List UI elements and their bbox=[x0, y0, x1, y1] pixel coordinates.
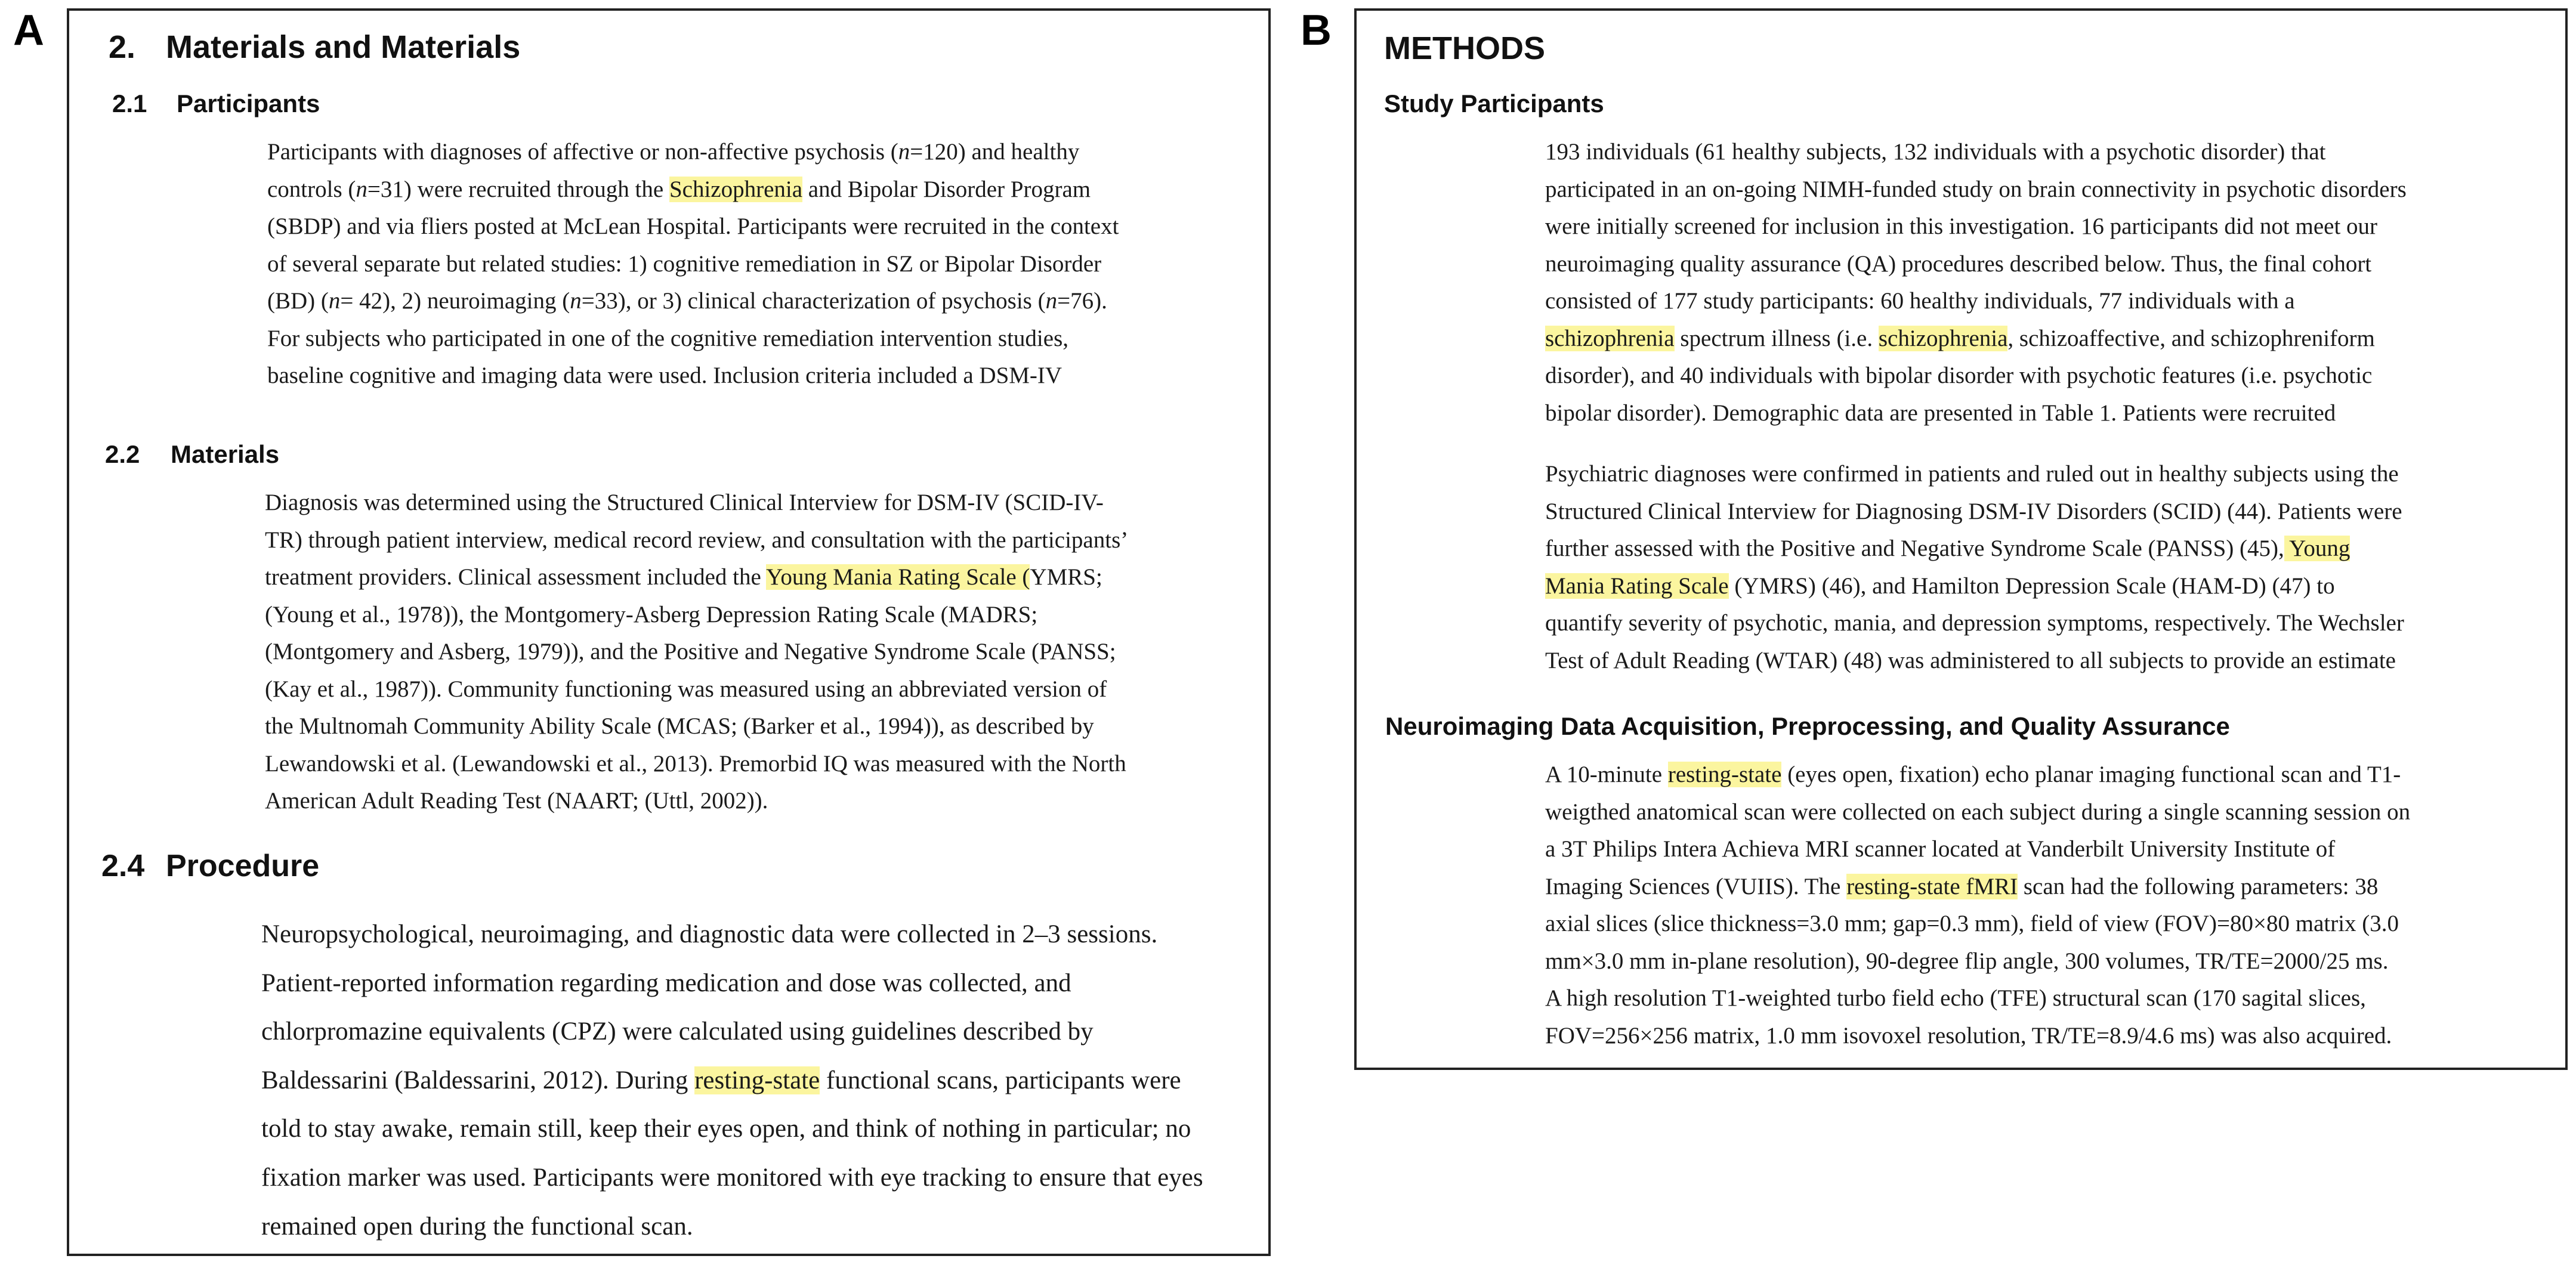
text-line bbox=[1545, 134, 2407, 171]
text-segment: axial slices (slice thickness=3.0 mm; gap=0.3 mm), field of view (FOV)=80×80 matrix (3.0 bbox=[1545, 911, 2399, 936]
materials-title: Materials bbox=[171, 440, 280, 468]
text-segment: controls ( bbox=[267, 176, 356, 202]
text-segment: (BD) ( bbox=[267, 288, 329, 314]
text-line bbox=[265, 671, 1128, 709]
procedure-title: Procedure bbox=[166, 849, 320, 883]
text-line bbox=[265, 708, 1128, 746]
highlighted-term: Young Mania Rating Scale ( bbox=[766, 564, 1030, 590]
text-segment: FOV=256×256 matrix, 1.0 mm isovoxel resolution, TR/TE=8.9/4.6 ms) was also acquired. bbox=[1545, 1022, 2392, 1049]
text-line bbox=[1545, 320, 2407, 358]
text-line bbox=[1545, 905, 2410, 943]
text-line bbox=[1545, 831, 2410, 868]
text-line bbox=[1545, 171, 2407, 209]
text-line bbox=[1545, 530, 2404, 568]
section-heading bbox=[109, 29, 520, 66]
text-segment: Lewandowski et al. (Lewandowski et al., 2013). Premorbid IQ was measured with the North bbox=[265, 750, 1126, 777]
text-line bbox=[1545, 1017, 2410, 1055]
text-segment: Neuropsychological, neuroimaging, and diagnostic data were collected in 2–3 sessions. bbox=[261, 920, 1158, 948]
procedure-paragraph bbox=[261, 910, 1203, 1251]
highlighted-term: schizophrenia bbox=[1878, 325, 2008, 351]
text-line bbox=[261, 1105, 1203, 1153]
text-line bbox=[267, 320, 1119, 358]
highlighted-term: resting-state fMRI bbox=[1846, 873, 2018, 899]
text-line bbox=[267, 246, 1119, 283]
text-segment: Participants with diagnoses of affective or non-affective psychosis ( bbox=[267, 139, 898, 165]
text-segment: For subjects who participated in one of the cognitive remediation intervention studies, bbox=[267, 325, 1069, 351]
text-segment: further assessed with the Positive and Negative Syndrome Scale (PANSS) (45), bbox=[1545, 536, 2284, 561]
text-line bbox=[265, 782, 1128, 820]
text-line bbox=[265, 522, 1128, 559]
methods-title: METHODS bbox=[1384, 30, 1545, 66]
highlighted-term: resting-state bbox=[1667, 762, 1782, 787]
text-segment: , schizoaffective, and schizophreniform bbox=[2007, 325, 2375, 351]
text-line bbox=[1545, 794, 2410, 831]
text-segment: participated in an on-going NIMH-funded study on brain connectivity in psychotic disorders bbox=[1545, 176, 2407, 202]
text-line bbox=[1545, 756, 2410, 794]
participants-heading bbox=[112, 89, 320, 118]
text-segment: (eyes open, fixation) echo planar imaging functional scan and T1- bbox=[1781, 762, 2401, 787]
text-line bbox=[265, 484, 1128, 522]
section-title: Materials and Materials bbox=[166, 29, 521, 65]
text-line bbox=[261, 910, 1203, 959]
text-segment: treatment providers. Clinical assessment included the bbox=[265, 564, 767, 590]
text-segment: chlorpromazine equivalents (CPZ) were calculated using guidelines described by bbox=[261, 1017, 1094, 1046]
procedure-number: 2.4 bbox=[101, 849, 145, 883]
text-segment: disorder), and 40 individuals with bipolar disorder with psychotic features (i.e. psychotic bbox=[1545, 363, 2373, 388]
text-segment: American Adult Reading Test (NAART; (Uttl, 2002)). bbox=[265, 788, 768, 814]
text-segment: scan had the following parameters: 38 bbox=[2018, 873, 2379, 899]
procedure-heading bbox=[101, 848, 319, 884]
text-segment: A high resolution T1-weighted turbo field echo (TFE) structural scan (170 sagital slices, bbox=[1545, 985, 2366, 1011]
text-line bbox=[1545, 283, 2407, 320]
text-line bbox=[1545, 642, 2404, 680]
text-line bbox=[261, 1056, 1203, 1105]
text-segment: quantify severity of psychotic, mania, and depression symptoms, respectively. The Wechsler bbox=[1545, 610, 2404, 636]
text-segment: consisted of 177 study participants: 60 healthy individuals, 77 individuals with a bbox=[1545, 288, 2295, 314]
materials-heading bbox=[105, 440, 279, 469]
text-line bbox=[261, 1202, 1203, 1251]
participants-paragraph bbox=[267, 134, 1119, 395]
text-segment: Patient-reported information regarding medication and dose was collected, and bbox=[261, 969, 1071, 997]
text-line bbox=[265, 633, 1128, 671]
text-segment: of several separate but related studies: 1) cognitive remediation in SZ or Bipolar Disorder bbox=[267, 250, 1102, 277]
highlighted-term: Young bbox=[2284, 536, 2350, 561]
text-segment: 193 individuals (61 healthy subjects, 132 individuals with a psychotic disorder) that bbox=[1545, 139, 2326, 165]
text-line bbox=[267, 208, 1119, 246]
text-line bbox=[1545, 208, 2407, 246]
study-participants-heading: Study Participants bbox=[1384, 89, 1604, 117]
materials-paragraph bbox=[265, 484, 1128, 820]
highlighted-term: Schizophrenia bbox=[669, 176, 803, 202]
text-line bbox=[267, 171, 1119, 209]
study-participants-paragraph-1 bbox=[1545, 134, 2407, 432]
text-segment: remained open during the functional scan. bbox=[261, 1212, 693, 1241]
text-line bbox=[265, 746, 1128, 783]
text-segment: (YMRS) (46), and Hamilton Depression Scale (HAM-D) (47) to bbox=[1728, 573, 2335, 599]
italic-symbol: n bbox=[328, 288, 341, 314]
text-segment: (Young et al., 1978)), the Montgomery-Asberg Depression Rating Scale (MADRS; bbox=[265, 601, 1038, 627]
participants-number: 2.1 bbox=[112, 89, 147, 117]
text-segment: A 10-minute bbox=[1545, 762, 1668, 787]
text-line bbox=[267, 283, 1119, 320]
text-segment: and Bipolar Disorder Program bbox=[802, 176, 1091, 202]
text-segment: spectrum illness (i.e. bbox=[1674, 325, 1879, 351]
participants-title: Participants bbox=[177, 89, 320, 117]
neuroimaging-paragraph bbox=[1545, 756, 2410, 1054]
text-segment: told to stay awake, remain still, keep their eyes open, and think of nothing in particular; no bbox=[261, 1115, 1191, 1143]
text-segment: =31) were recruited through the bbox=[367, 176, 669, 202]
text-segment: the Multnomah Community Ability Scale (MCAS; (Barker et al., 1994)), as described by bbox=[265, 713, 1094, 739]
text-line bbox=[1545, 493, 2404, 531]
italic-symbol: n bbox=[1045, 288, 1058, 314]
highlighted-term: schizophrenia bbox=[1545, 325, 1675, 351]
text-line bbox=[267, 134, 1119, 171]
text-segment: were initially screened for inclusion in this investigation. 16 participants did not meet our bbox=[1545, 214, 2378, 239]
text-line bbox=[1545, 357, 2407, 395]
text-segment: Diagnosis was determined using the Structured Clinical Interview for DSM-IV (SCID-IV- bbox=[265, 490, 1104, 515]
text-segment: Structured Clinical Interview for Diagnosing DSM-IV Disorders (SCID) (44). Patients were bbox=[1545, 498, 2402, 524]
text-line bbox=[1545, 246, 2407, 283]
text-line bbox=[261, 959, 1203, 1008]
text-segment: TR) through patient interview, medical record review, and consultation with the participants’ bbox=[265, 527, 1129, 553]
text-line bbox=[265, 559, 1128, 596]
text-line bbox=[1545, 605, 2404, 642]
text-segment: YMRS; bbox=[1030, 564, 1102, 590]
text-segment: mm×3.0 mm in-plane resolution), 90-degree flip angle, 300 volumes, TR/TE=2000/25 ms. bbox=[1545, 948, 2389, 974]
text-segment: bipolar disorder). Demographic data are presented in Table 1. Patients were recruited bbox=[1545, 400, 2336, 426]
text-segment: = 42), 2) neuroimaging ( bbox=[340, 288, 570, 314]
neuroimaging-heading: Neuroimaging Data Acquisition, Preprocessing, and Quality Assurance bbox=[1385, 712, 2230, 740]
text-line bbox=[261, 1007, 1203, 1056]
text-segment: =76). bbox=[1057, 288, 1107, 314]
text-segment: =120) and healthy bbox=[910, 139, 1080, 165]
highlighted-term: Mania Rating Scale bbox=[1545, 573, 1729, 599]
text-segment: Baldessarini (Baldessarini, 2012). During bbox=[261, 1066, 695, 1094]
text-segment: a 3T Philips Intera Achieva MRI scanner located at Vanderbilt University Institute of bbox=[1545, 836, 2336, 862]
highlighted-term: resting-state bbox=[694, 1066, 820, 1094]
text-line bbox=[1545, 980, 2410, 1017]
italic-symbol: n bbox=[356, 176, 367, 202]
text-line bbox=[1545, 456, 2404, 493]
text-line bbox=[265, 596, 1128, 634]
text-segment: (SBDP) and via fliers posted at McLean Hospital. Participants were recruited in the context bbox=[267, 214, 1119, 239]
text-segment: Psychiatric diagnoses were confirmed in patients and ruled out in healthy subjects using the bbox=[1545, 461, 2399, 487]
text-line bbox=[261, 1153, 1203, 1202]
text-segment: baseline cognitive and imaging data were used. Inclusion criteria included a DSM-IV bbox=[267, 363, 1062, 388]
text-segment: Test of Adult Reading (WTAR) (48) was administered to all subjects to provide an estimate bbox=[1545, 647, 2396, 673]
section-number: 2. bbox=[109, 29, 136, 65]
study-participants-paragraph-2 bbox=[1545, 456, 2404, 679]
text-line bbox=[1545, 568, 2404, 605]
text-line bbox=[1545, 943, 2410, 981]
panel-a bbox=[67, 8, 1271, 1256]
text-segment: fixation marker was used. Participants were monitored with eye tracking to ensure that eyes bbox=[261, 1163, 1203, 1192]
text-segment: functional scans, participants were bbox=[820, 1066, 1181, 1094]
panel-label-b: B bbox=[1301, 7, 1332, 54]
text-segment: neuroimaging quality assurance (QA) procedures described below. Thus, the final cohort bbox=[1545, 250, 2372, 277]
text-segment: =33), or 3) clinical characterization of psychosis ( bbox=[581, 288, 1046, 314]
text-segment: weigthed anatomical scan were collected on each subject during a single scanning session on bbox=[1545, 799, 2411, 825]
text-line bbox=[1545, 868, 2410, 906]
text-segment: (Montgomery and Asberg, 1979)), and the Positive and Negative Syndrome Scale (PANSS; bbox=[265, 639, 1116, 664]
text-segment: (Kay et al., 1987)). Community functioning was measured using an abbreviated version of bbox=[265, 676, 1107, 702]
panel-label-a: A bbox=[13, 7, 44, 54]
italic-symbol: n bbox=[898, 139, 910, 165]
materials-number: 2.2 bbox=[105, 440, 140, 468]
italic-symbol: n bbox=[570, 288, 582, 314]
text-line bbox=[1545, 395, 2407, 432]
panel-b bbox=[1354, 8, 2568, 1070]
text-line bbox=[267, 357, 1119, 395]
text-segment: Imaging Sciences (VUIIS). The bbox=[1545, 873, 1847, 899]
